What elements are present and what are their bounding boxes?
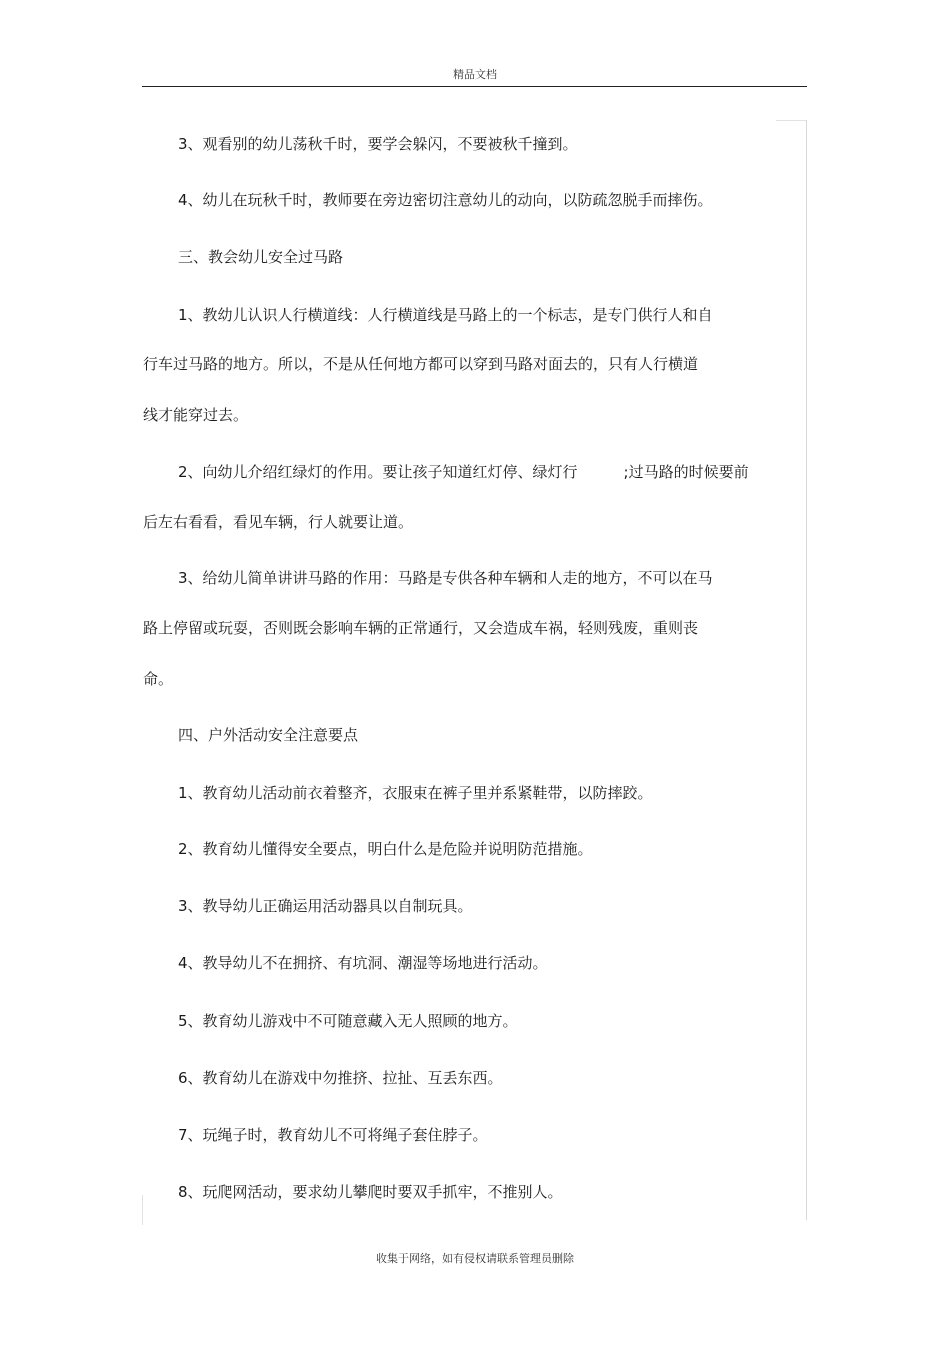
page-frame-top <box>776 120 806 121</box>
paragraph-line: 3、给幼儿简单讲讲马路的作用：马路是专供各种车辆和人走的地方，不可以在马 <box>178 569 713 587</box>
paragraph-line: 路上停留或玩耍，否则既会影响车辆的正常通行，又会造成车祸，轻则残废，重则丧 <box>143 619 699 637</box>
page-footer: 收集于网络，如有侵权请联系管理员删除 <box>376 1252 574 1265</box>
list-item: 5、教育幼儿游戏中不可随意藏入无人照顾的地方。 <box>178 1012 518 1030</box>
section-heading: 四、户外活动安全注意要点 <box>178 726 359 744</box>
page-frame-left <box>142 1195 143 1225</box>
header-divider <box>142 86 807 87</box>
list-item: 4、教导幼儿不在拥挤、有坑洞、潮湿等场地进行活动。 <box>178 954 548 972</box>
list-item: 3、教导幼儿正确运用活动器具以自制玩具。 <box>178 897 473 915</box>
paragraph-line <box>178 462 749 482</box>
paragraph-line: 4、幼儿在玩秋千时，教师要在旁边密切注意幼儿的动向，以防疏忽脱手而摔伤。 <box>178 191 713 209</box>
page-frame-right <box>806 120 807 1220</box>
paragraph-line: 行车过马路的地方。所以，不是从任何地方都可以穿到马路对面去的，只有人行横道 <box>143 355 699 373</box>
paragraph-line: 3、观看别的幼儿荡秋千时，要学会躲闪，不要被秋千撞到。 <box>178 135 578 153</box>
page-header: 精品文档 <box>453 68 497 81</box>
list-item: 1、教育幼儿活动前衣着整齐，衣服束在裤子里并系紧鞋带，以防摔跤。 <box>178 784 653 802</box>
paragraph-line: 命。 <box>143 670 174 688</box>
list-item: 7、玩绳子时，教育幼儿不可将绳子套住脖子。 <box>178 1126 488 1144</box>
section-heading: 三、教会幼儿安全过马路 <box>178 248 344 266</box>
list-item: 6、教育幼儿在游戏中勿推挤、拉扯、互丢东西。 <box>178 1069 503 1087</box>
paragraph-line: 线才能穿过去。 <box>143 406 249 424</box>
paragraph-line: 1、教幼儿认识人行横道线：人行横道线是马路上的一个标志，是专门供行人和自 <box>178 306 713 324</box>
paragraph-line-part: ;过马路的时候要前 <box>623 463 749 481</box>
paragraph-line-part: 2、向幼儿介绍红绿灯的作用。要让孩子知道红灯停、绿灯行 <box>178 463 578 481</box>
list-item: 8、玩爬网活动，要求幼儿攀爬时要双手抓牢，不推别人。 <box>178 1183 563 1201</box>
paragraph-line: 后左右看看，看见车辆，行人就要让道。 <box>143 513 414 531</box>
list-item: 2、教育幼儿懂得安全要点，明白什么是危险并说明防范措施。 <box>178 840 593 858</box>
